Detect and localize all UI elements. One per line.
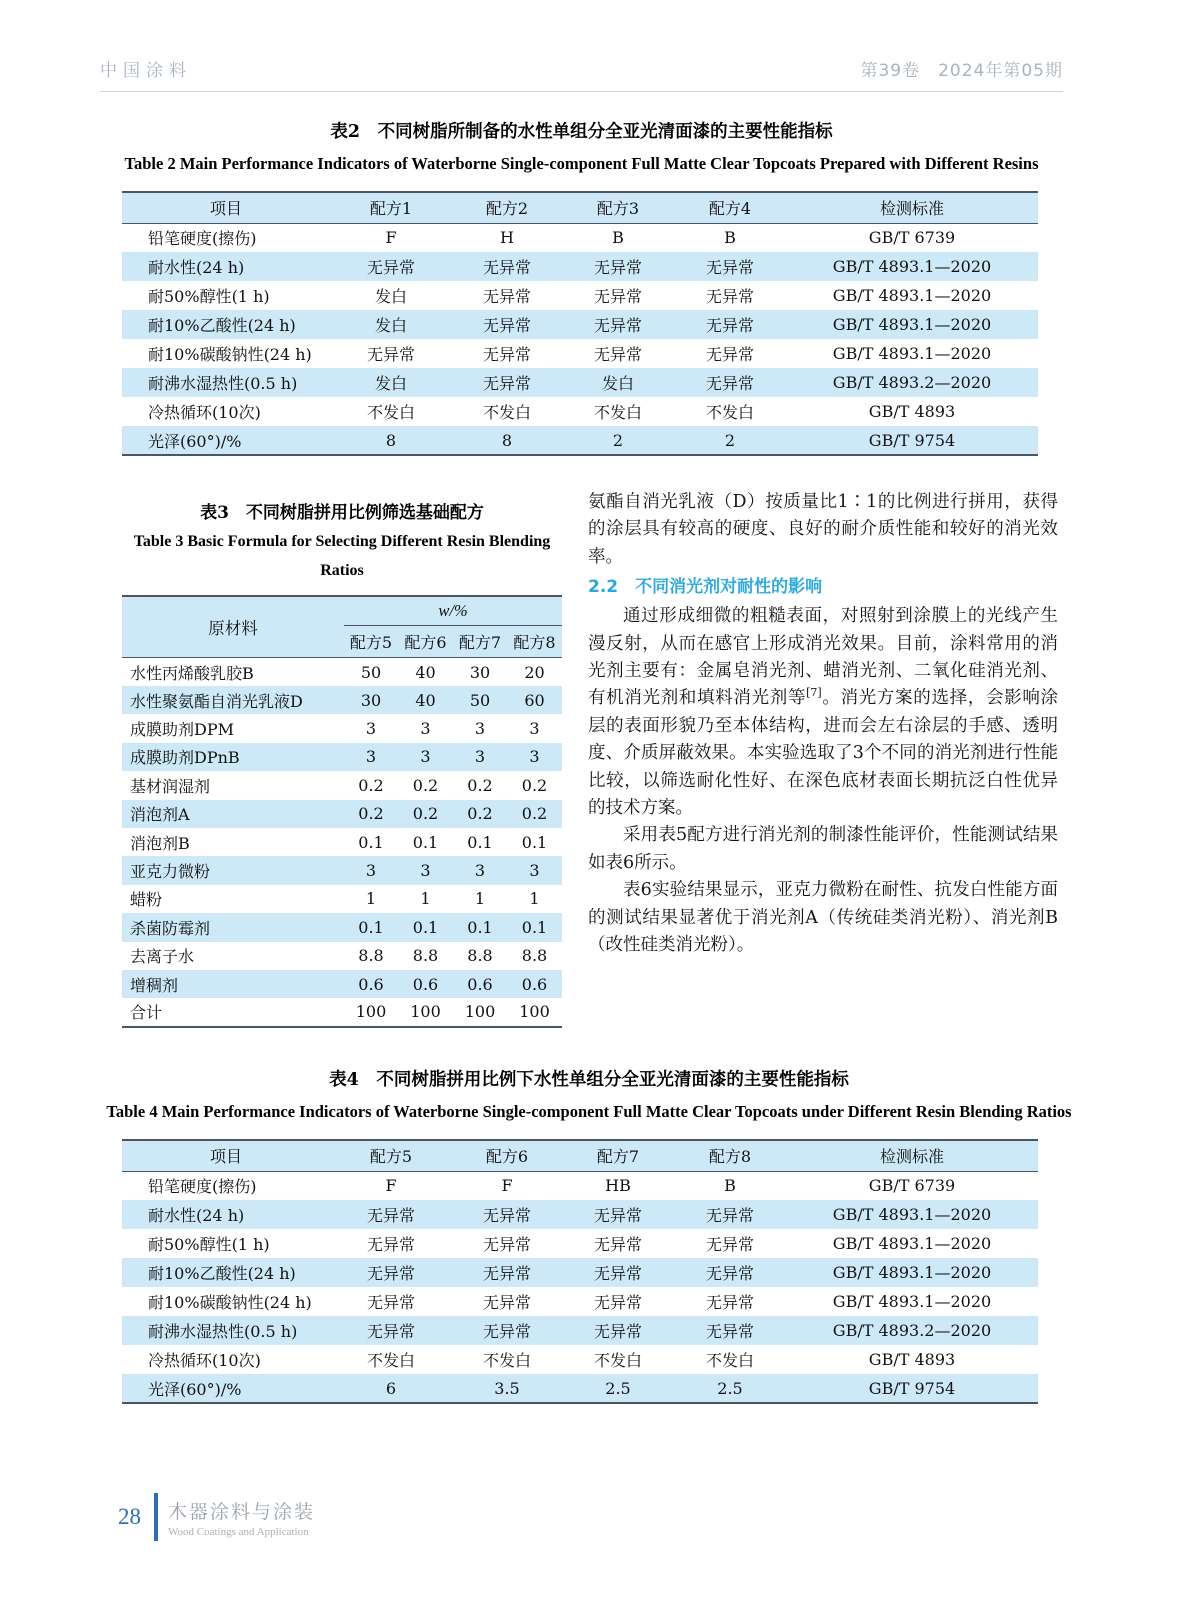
table-cell: 100: [410, 1002, 441, 1022]
table-cell: 0.1: [521, 917, 548, 937]
table-cell: H: [500, 228, 514, 248]
table-cell: 0.6: [467, 974, 493, 994]
column-header: 检测标准: [786, 192, 1038, 223]
table-cell: 杀菌防霉剂: [130, 918, 211, 938]
table-cell: GB/T 9754: [868, 1378, 956, 1398]
table-cell: 不发白: [593, 1351, 642, 1371]
table-row: [122, 1287, 1038, 1316]
table-cell: 0.1: [412, 832, 439, 852]
table-cell: 0.2: [358, 775, 384, 795]
journal-name: 中国涂料: [100, 61, 192, 81]
performance-table-4: [122, 1139, 1038, 1404]
table-cell: 无异常: [593, 258, 642, 278]
table-cell: 1: [365, 889, 377, 909]
page-number: 28: [118, 1504, 141, 1529]
table-cell: 发白: [601, 374, 634, 394]
table-cell: 冷热循环(10次): [148, 1351, 261, 1371]
table-cell: GB/T 4893.1—2020: [832, 1292, 992, 1312]
table-cell: 2: [612, 430, 624, 450]
column-header: 配方1: [330, 192, 452, 223]
column-header: 配方4: [674, 192, 786, 223]
paragraph-text: 。消光方案的选择，会影响涂层的表面形貌乃至本体结构，进而会左右涂层的手感、透明度、介质屏蔽效果。本实验选取了3个不同的消光剂进行性能比较，以筛选耐化性好、在深色底材表面长期抗泛白性优异的技术方案。: [588, 688, 1059, 819]
running-head: [100, 56, 1063, 92]
table-cell: 100: [519, 1002, 550, 1022]
table-row: [122, 1258, 1038, 1287]
table-cell: 无异常: [482, 1206, 531, 1226]
column-header: 配方2: [452, 192, 562, 223]
table-row: [122, 942, 562, 970]
table-cell: 合计: [130, 1003, 163, 1023]
table-row: [122, 1345, 1038, 1374]
table-cell: 60: [524, 690, 545, 710]
table-cell: 无异常: [366, 1322, 415, 1342]
table-cell: 不发白: [366, 403, 415, 423]
table-cell: 1: [420, 889, 431, 909]
table-cell: GB/T 4893.1—2020: [832, 344, 992, 364]
column-header: 项目: [122, 192, 330, 223]
table-cell: 30: [360, 690, 382, 710]
table-cell: 0.2: [521, 775, 548, 795]
table-row: [122, 913, 562, 941]
table4-title-en: Table 4 Main Performance Indicators of Waterborne Single-component Full Matte Clear Topcoats under Different Resin Blending Ratios: [106, 1102, 1072, 1121]
table-cell: 8.8: [412, 946, 439, 966]
table-cell: 无异常: [705, 1322, 754, 1342]
table-cell: 冷热循环(10次): [148, 403, 261, 423]
table-cell: 水性丙烯酸乳胶B: [130, 663, 254, 683]
table2-body: [122, 223, 1038, 455]
table-cell: 无异常: [705, 1235, 754, 1255]
table-cell: 无异常: [593, 345, 642, 365]
table-cell: 8: [385, 430, 397, 450]
table-cell: 0.2: [358, 804, 384, 824]
table-cell: 耐沸水湿热性(0.5 h): [148, 374, 298, 394]
table-cell: GB/T 6739: [868, 228, 956, 248]
table-cell: 无异常: [705, 1264, 754, 1284]
table-cell: 无异常: [366, 1235, 415, 1255]
table-cell: 无异常: [705, 287, 754, 307]
paragraph: 采用表5配方进行消光剂的制漆性能评价，性能测试结果如表6所示。: [588, 825, 1058, 873]
footer-section-title: [168, 1497, 315, 1538]
table-cell: 无异常: [705, 345, 754, 365]
table-cell: 蜡粉: [130, 890, 163, 910]
table-cell: 发白: [374, 374, 407, 394]
table-cell: GB/T 4893.1—2020: [832, 1263, 992, 1283]
issue-info: 第39卷 2024年第05期: [860, 61, 1063, 81]
table-cell: 耐水性(24 h): [148, 1206, 245, 1226]
table-cell: 3: [420, 861, 431, 881]
table-cell: 无异常: [593, 1235, 642, 1255]
table-row: [122, 426, 1038, 455]
column-header: 配方7: [453, 626, 507, 658]
table3-section: [122, 498, 562, 1028]
table-row: [122, 397, 1038, 426]
table-row: [122, 885, 562, 913]
column-header: 配方3: [562, 192, 674, 223]
table-cell: 无异常: [366, 1264, 415, 1284]
table-cell: 耐10%乙酸性(24 h): [148, 1264, 296, 1284]
table-cell: GB/T 4893.1—2020: [832, 315, 992, 335]
table-cell: 消泡剂A: [130, 805, 190, 825]
table-cell: GB/T 4893.1—2020: [832, 1205, 992, 1225]
table-cell: 30: [469, 662, 491, 682]
table-row: [122, 252, 1038, 281]
table-cell: 40: [415, 690, 436, 710]
column-header: 配方6: [398, 626, 453, 658]
table-row: [122, 368, 1038, 397]
table-cell: 无异常: [482, 1235, 531, 1255]
table3-header: [122, 596, 562, 658]
table-cell: 0.1: [412, 917, 439, 937]
table-cell: 3.5: [494, 1378, 520, 1398]
table-row: [122, 800, 562, 828]
table-cell: 不发白: [482, 403, 531, 423]
formula-table-3: [122, 595, 562, 1028]
table-cell: 2.5: [717, 1378, 743, 1398]
table-cell: 不发白: [593, 403, 642, 423]
table-cell: F: [501, 1176, 513, 1196]
column-header: 配方8: [674, 1140, 786, 1171]
paragraph: 表6实验结果显示，亚克力微粉在耐性、抗发白性能方面的测试结果显著优于消光剂A（传统硅类消光粉）、消光剂B（改性硅类消光粉）。: [588, 880, 1058, 956]
table-cell: 3: [420, 747, 431, 767]
table-cell: 成膜助剂DPM: [130, 720, 234, 740]
table-cell: 2.5: [605, 1378, 631, 1398]
table-row: [122, 970, 562, 998]
table2-title-en: Table 2 Main Performance Indicators of Waterborne Single-component Full Matte Clear Topcoats Prepared with Different Resins: [124, 154, 1039, 173]
table-cell: 耐沸水湿热性(0.5 h): [148, 1322, 298, 1342]
table-row: [122, 856, 562, 884]
table-cell: 2: [724, 430, 736, 450]
table-row: [122, 281, 1038, 310]
table-cell: 100: [355, 1002, 387, 1022]
table-cell: 3: [420, 719, 431, 739]
footer-divider-bar: [154, 1493, 158, 1541]
table-cell: 20: [524, 662, 545, 682]
table-cell: 去离子水: [130, 947, 195, 967]
table-cell: 0.1: [521, 832, 548, 852]
table4-body: [122, 1171, 1038, 1403]
table-cell: 0.1: [467, 917, 493, 937]
table-cell: 50: [469, 690, 491, 710]
table-cell: GB/T 6739: [868, 1176, 956, 1196]
table-cell: 0.1: [358, 832, 384, 852]
table-row: [122, 828, 562, 856]
column-header: 配方8: [507, 626, 562, 658]
table-cell: GB/T 4893.2—2020: [832, 373, 992, 393]
body-text-column: [588, 489, 1058, 960]
table-cell: GB/T 4893.1—2020: [832, 1234, 992, 1254]
column-header: 原材料: [122, 596, 344, 658]
table-cell: B: [724, 228, 736, 248]
table-cell: 无异常: [482, 258, 531, 278]
table-cell: 无异常: [482, 1322, 531, 1342]
column-header: 项目: [122, 1140, 330, 1171]
table-cell: 0.6: [521, 974, 548, 994]
table-cell: B: [724, 1176, 736, 1196]
paragraph-text: 通过形成细微的粗糙表面，对照射到涂膜上的光线产生漫反射，从而在感官上形成消光效果。目前，涂料常用的消光剂主要有：金属皂消光剂、蜡消光剂、二氧化硅消光剂、有机消光剂和填料消光剂等: [588, 606, 1058, 709]
performance-table-2: [122, 191, 1038, 456]
table-cell: 无异常: [482, 287, 531, 307]
table-row: [122, 743, 562, 771]
table-cell: 3: [365, 719, 377, 739]
table-row: [122, 771, 562, 799]
table-cell: 无异常: [593, 287, 642, 307]
column-header: 配方5: [344, 626, 398, 658]
table3-body: [122, 658, 562, 1027]
table-cell: 无异常: [593, 316, 642, 336]
table-cell: 无异常: [482, 316, 531, 336]
table-row: [122, 1171, 1038, 1200]
table-cell: 亚克力微粉: [130, 862, 211, 882]
table-cell: 0.2: [467, 804, 493, 824]
table-cell: 成膜助剂DPnB: [130, 748, 240, 768]
paragraph: [588, 603, 1058, 822]
table-cell: 3: [529, 861, 540, 881]
table3-title-en: Table 3 Basic Formula for Selecting Different Resin Blending Ratios: [133, 533, 551, 579]
table-cell: 水性聚氨酯自消光乳液D: [130, 691, 303, 711]
citation-ref: [7]: [806, 686, 822, 700]
table-cell: 0.2: [521, 804, 548, 824]
table-cell: 无异常: [482, 345, 531, 365]
table-cell: 耐水性(24 h): [148, 258, 245, 278]
table-cell: 无异常: [593, 1322, 642, 1342]
table3-title-cn: 表3 不同树脂拼用比例筛选基础配方: [200, 503, 484, 523]
table-cell: 铅笔硬度(擦伤): [148, 1177, 257, 1197]
table-cell: 无异常: [593, 1206, 642, 1226]
table-cell: 50: [360, 662, 382, 682]
table-cell: 铅笔硬度(擦伤): [148, 229, 257, 249]
table4-header: [122, 1140, 1038, 1171]
table-cell: 发白: [374, 316, 407, 336]
table-row: [122, 1229, 1038, 1258]
table-cell: 0.2: [412, 775, 439, 795]
table-cell: 3: [365, 861, 377, 881]
table-cell: 基材润湿剂: [130, 776, 211, 796]
table-cell: 8.8: [467, 946, 493, 966]
table-cell: 不发白: [705, 403, 754, 423]
table-cell: 1: [529, 889, 540, 909]
table-cell: 无异常: [705, 374, 754, 394]
column-header: 配方6: [452, 1140, 562, 1171]
table-cell: 不发白: [482, 1351, 531, 1371]
table-cell: F: [385, 1176, 397, 1196]
column-header: 配方5: [330, 1140, 452, 1171]
table-cell: 8.8: [358, 946, 384, 966]
table-cell: 0.2: [412, 804, 439, 824]
table-cell: 耐10%乙酸性(24 h): [148, 316, 296, 336]
table-row: [122, 714, 562, 742]
table-cell: 1: [474, 889, 486, 909]
table-cell: 3: [474, 861, 486, 881]
table-cell: 耐10%碳酸钠性(24 h): [148, 345, 312, 365]
table-cell: 无异常: [705, 258, 754, 278]
table-cell: 无异常: [705, 1206, 754, 1226]
section-heading-2-2: 2.2 不同消光剂对耐性的影响: [588, 577, 823, 598]
table-cell: 0.2: [467, 775, 493, 795]
table-cell: 3: [529, 719, 540, 739]
table-row: [122, 658, 562, 686]
table-row: [122, 1316, 1038, 1345]
table-cell: 消泡剂B: [130, 833, 190, 853]
table-row: [122, 310, 1038, 339]
table-cell: GB/T 4893: [868, 402, 956, 422]
table-cell: 无异常: [593, 1293, 642, 1313]
table2-title-cn: 表2 不同树脂所制备的水性单组分全亚光清面漆的主要性能指标: [330, 122, 833, 142]
table-cell: 无异常: [593, 1264, 642, 1284]
column-header: 检测标准: [786, 1140, 1038, 1171]
table-cell: HB: [605, 1176, 631, 1196]
table-cell: 无异常: [705, 1293, 754, 1313]
table-cell: 0.6: [358, 974, 384, 994]
table-cell: GB/T 4893.1—2020: [832, 257, 992, 277]
table-cell: 光泽(60°)/%: [148, 1379, 242, 1399]
table-cell: 耐50%醇性(1 h): [148, 287, 270, 307]
table-cell: 40: [415, 662, 436, 682]
table-cell: B: [612, 228, 624, 248]
table-cell: 无异常: [482, 1264, 531, 1284]
table-cell: 8: [501, 430, 513, 450]
table-cell: 无异常: [482, 1293, 531, 1313]
table-cell: 8.8: [521, 946, 548, 966]
table-cell: 100: [464, 1002, 496, 1022]
table-cell: 3: [365, 747, 377, 767]
table-cell: 不发白: [705, 1351, 754, 1371]
table-row: [122, 1200, 1038, 1229]
table-cell: 无异常: [482, 374, 531, 394]
table-cell: 无异常: [366, 1293, 415, 1313]
table-cell: 耐10%碳酸钠性(24 h): [148, 1293, 312, 1313]
table-row: [122, 339, 1038, 368]
table-cell: 0.1: [467, 832, 493, 852]
column-header: 配方7: [562, 1140, 674, 1171]
table-cell: 3: [529, 747, 540, 767]
table-cell: GB/T 4893.1—2020: [832, 286, 992, 306]
table-cell: 3: [474, 747, 486, 767]
table-cell: 不发白: [366, 1351, 415, 1371]
column-group-header: w/%: [344, 596, 562, 626]
table2-header: [122, 192, 1038, 223]
table-cell: 无异常: [366, 345, 415, 365]
table-row: [122, 223, 1038, 252]
table4-section: [100, 1066, 1078, 1404]
table-cell: F: [385, 228, 397, 248]
table-row: [122, 1374, 1038, 1403]
table-cell: 耐50%醇性(1 h): [148, 1235, 270, 1255]
table2-section: [100, 118, 1063, 456]
footer-section-cn: 木器涂料与涂装: [168, 1500, 316, 1523]
table-cell: GB/T 4893: [868, 1350, 956, 1370]
table-cell: 3: [474, 719, 486, 739]
table-row: [122, 686, 562, 714]
table-cell: 0.6: [412, 974, 439, 994]
table-cell: 无异常: [705, 316, 754, 336]
table4-title-cn: 表4 不同树脂拼用比例下水性单组分全亚光清面漆的主要性能指标: [329, 1070, 849, 1090]
table-cell: 光泽(60°)/%: [148, 431, 242, 451]
table-cell: 无异常: [366, 1206, 415, 1226]
table-cell: GB/T 4893.2—2020: [832, 1321, 992, 1341]
paragraph: 氨酯自消光乳液（D）按质量比1∶1的比例进行拼用，获得的涂层具有较高的硬度、良好的耐介质性能和较好的消光效率。: [588, 492, 1058, 567]
footer-section-en: Wood Coatings and Application: [168, 1525, 309, 1538]
table-cell: GB/T 9754: [868, 430, 956, 450]
table-cell: 0.1: [358, 917, 384, 937]
table-row: [122, 998, 562, 1026]
table-cell: 6: [385, 1378, 397, 1398]
page-footer: [118, 1493, 315, 1541]
table-cell: 增稠剂: [130, 975, 179, 995]
table-cell: 无异常: [366, 258, 415, 278]
table-cell: 发白: [374, 287, 407, 307]
